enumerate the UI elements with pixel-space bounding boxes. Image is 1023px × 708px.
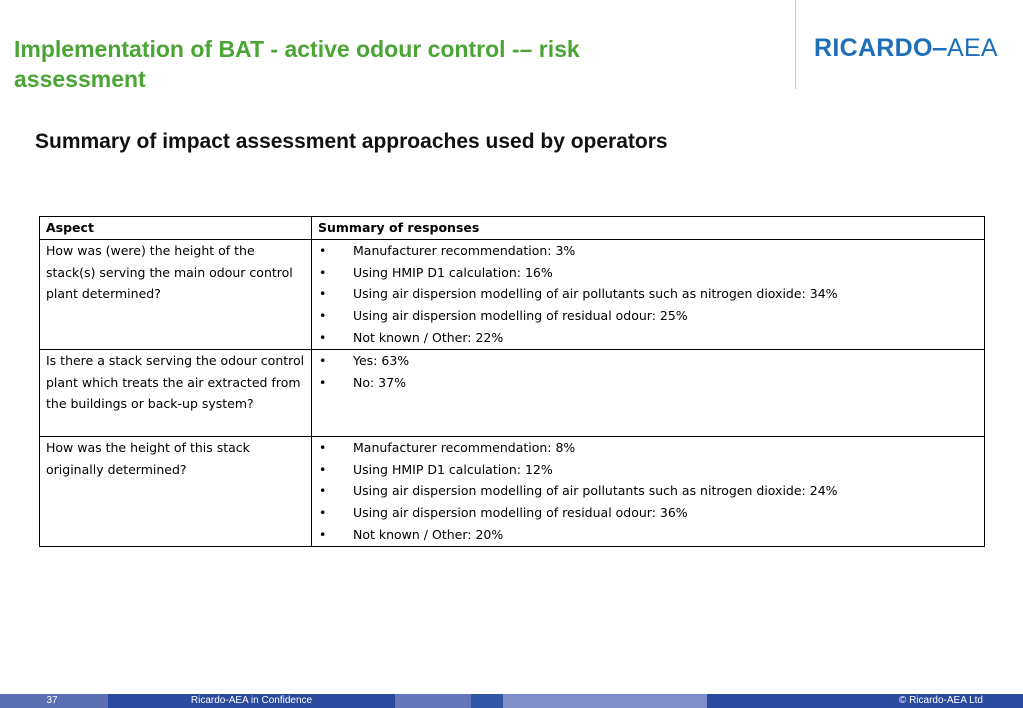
table-row (40, 349, 985, 436)
bullet-icon: • (319, 461, 327, 477)
response-item (318, 305, 978, 327)
aspect-cell: Is there a stack serving the odour control plant which treats the air extracted from the buildings or back-up system? (40, 349, 312, 436)
response-text: Not known / Other: 22% (353, 329, 504, 345)
response-text: Using HMIP D1 calculation: 12% (353, 461, 553, 477)
response-text: Manufacturer recommendation: 3% (353, 242, 576, 258)
response-item (318, 437, 978, 459)
bullet-icon: • (319, 483, 327, 499)
footer-segment (395, 694, 471, 708)
response-text: No: 37% (353, 374, 406, 390)
response-item (318, 459, 978, 481)
footer-bar (0, 694, 1023, 708)
slide-title: Implementation of BAT - active odour control -– risk assessment (14, 36, 580, 92)
table-header-row (40, 217, 985, 240)
bullet-icon: • (319, 242, 327, 258)
response-list (318, 437, 978, 546)
response-item (318, 480, 978, 502)
page-number: 37 (0, 694, 108, 708)
responses-cell (312, 239, 985, 349)
logo-dash: ‒ (932, 34, 947, 62)
bullet-icon: • (319, 439, 327, 455)
confidentiality-notice: Ricardo-AEA in Confidence (108, 694, 395, 708)
footer-segment (471, 694, 503, 708)
logo-suffix-text: AEA (946, 34, 998, 62)
slide-subtitle: Summary of impact assessment approaches used by operators (35, 130, 668, 153)
aspect-cell: How was the height of this stack originally determined? (40, 436, 312, 546)
response-text: Using air dispersion modelling of air pollutants such as nitrogen dioxide: 24% (353, 483, 838, 499)
table-row (40, 436, 985, 546)
response-text: Using air dispersion modelling of air pollutants such as nitrogen dioxide: 34% (353, 286, 838, 302)
response-item (318, 524, 978, 546)
table-row (40, 239, 985, 349)
bullet-icon: • (319, 329, 327, 345)
footer-segment (503, 694, 707, 708)
response-item (318, 350, 978, 372)
response-item (318, 283, 978, 305)
bullet-icon: • (319, 308, 327, 324)
bullet-icon: • (319, 352, 327, 368)
responses-cell (312, 349, 985, 436)
bullet-icon: • (319, 526, 327, 542)
logo-main-text: RICARDO (814, 34, 933, 62)
response-text: Not known / Other: 20% (353, 526, 504, 542)
column-header-summary: Summary of responses (312, 217, 985, 240)
response-text: Using air dispersion modelling of residual odour: 36% (353, 505, 688, 521)
response-list (318, 350, 978, 394)
response-item (318, 372, 978, 394)
bullet-icon: • (319, 286, 327, 302)
responses-cell (312, 436, 985, 546)
copyright-notice: © Ricardo-AEA Ltd (707, 694, 1023, 708)
response-text: Yes: 63% (353, 352, 410, 368)
summary-table (39, 216, 985, 547)
response-item (318, 502, 978, 524)
response-text: Using air dispersion modelling of residual odour: 25% (353, 308, 688, 324)
response-list (318, 240, 978, 349)
response-item (318, 240, 978, 262)
aspect-cell: How was (were) the height of the stack(s) serving the main odour control plant determined? (40, 239, 312, 349)
column-header-aspect: Aspect (40, 217, 312, 240)
response-text: Manufacturer recommendation: 8% (353, 439, 576, 455)
response-text: Using HMIP D1 calculation: 16% (353, 264, 553, 280)
ricardo-aea-logo (814, 34, 998, 63)
bullet-icon: • (319, 505, 327, 521)
bullet-icon: • (319, 374, 327, 390)
logo-divider (795, 0, 796, 89)
bullet-icon: • (319, 264, 327, 280)
response-item (318, 262, 978, 284)
response-item (318, 327, 978, 349)
